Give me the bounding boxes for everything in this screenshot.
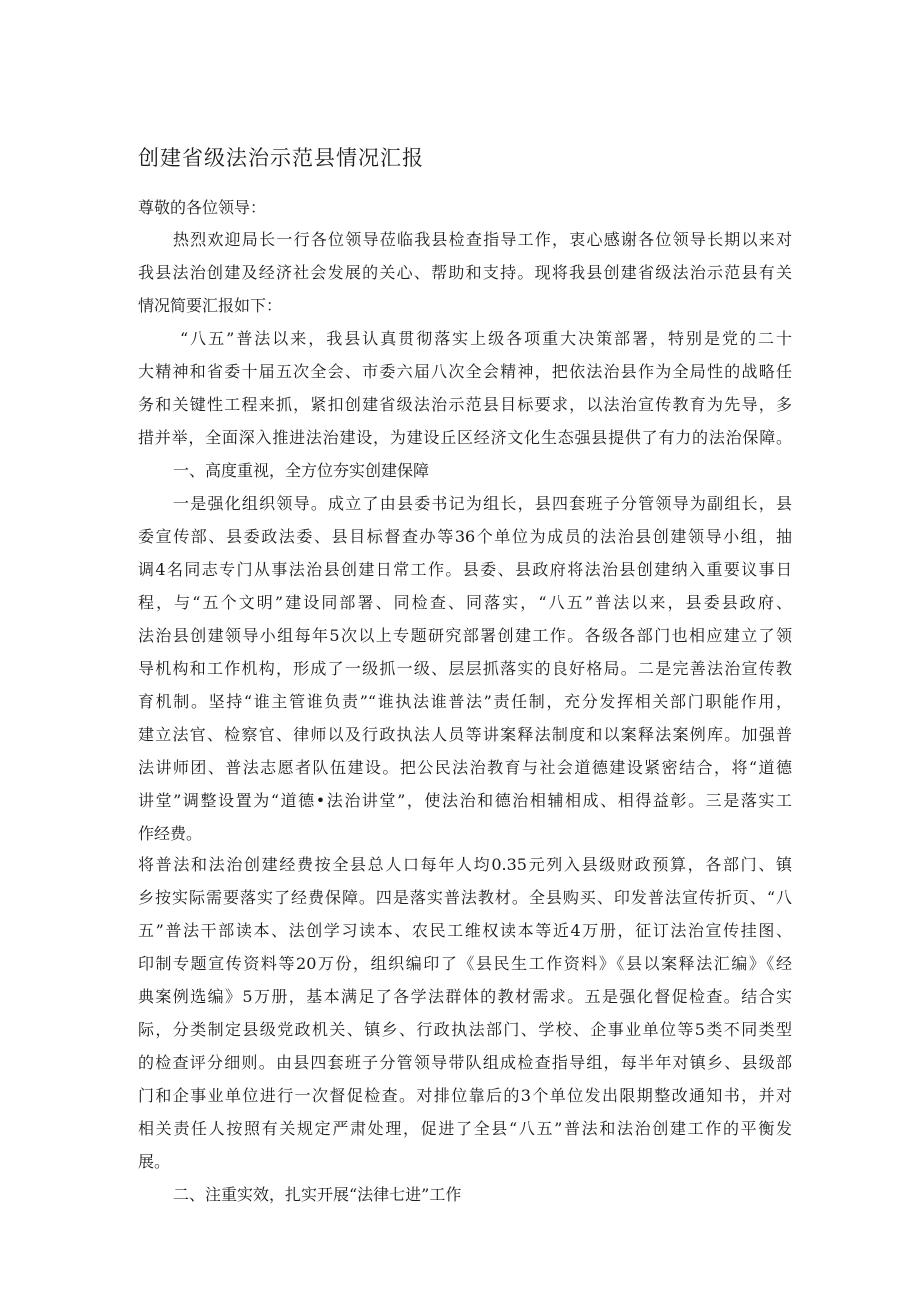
body-line: 乡按实际需要落实了经费保障。四是落实普法教材。全县购买、印发普法宣传折页、“八 (138, 888, 792, 907)
body-line: “八五”普法以来，我县认真贯彻落实上级各项重大决策部署，特别是党的二十 (180, 329, 792, 348)
body-line: 程，与“五个文明”建设同部署、同检查、同落实，“八五”普法以来，县委县政府、 (138, 593, 792, 612)
body-line: 委宣传部、县委政法委、县目标督查办等36个单位为成员的法治县创建领导小组，抽 (138, 527, 792, 546)
body-line: 五”普法干部读本、法创学习读本、农民工维权读本等近4万册，征订法治宣传挂图、 (138, 921, 792, 940)
body-line: 措并举，全面深入推进法治建设，为建设丘区经济文化生态强县提供了有力的法治保障。 (138, 428, 792, 447)
body-line: 大精神和省委十届五次全会、市委六届八次全会精神，把依法治县作为全局性的战略任 (138, 362, 792, 381)
body-line: 情况简要汇报如下： (138, 296, 283, 315)
body-line: 相关责任人按照有关规定严肃处理，促进了全县“八五”普法和法治创建工作的平衡发 (138, 1119, 792, 1138)
body-line: 育机制。坚持“谁主管谁负责”“谁执法谁普法”责任制，充分发挥相关部门职能作用， (138, 692, 792, 711)
body-line: 法治县创建领导小组每年5次以上专题研究部署创建工作。各级各部门也相应建立了领 (138, 626, 792, 645)
body-line: 热烈欢迎局长一行各位领导莅临我县检查指导工作，衷心感谢各位领导长期以来对 (173, 230, 792, 249)
document-title: 创建省级法治示范县情况汇报 (138, 146, 424, 170)
body-line: 际，分类制定县级党政机关、镇乡、行政执法部门、学校、企事业单位等5类不同类型 (138, 1020, 792, 1039)
body-line: 展。 (138, 1152, 171, 1171)
section-heading-2: 二、注重实效，扎实开展“法律七进”工作 (173, 1185, 462, 1204)
body-line: 讲堂”调整设置为“道德•法治讲堂”，使法治和德治相辅相成、相得益彰。三是落实工 (138, 791, 792, 810)
body-line: 门和企事业单位进行一次督促检查。对排位靠后的3个单位发出限期整改通知书，并对 (138, 1086, 792, 1105)
body-line: 典案例选编》5万册，基本满足了各学法群体的教材需求。五是强化督促检查。结合实 (138, 987, 792, 1006)
body-line: 调4名同志专门从事法治县创建日常工作。县委、县政府将法治县创建纳入重要议事日 (138, 560, 792, 579)
section-heading-1: 一、高度重视，全方位夯实创建保障 (173, 461, 430, 480)
body-line: 务和关键性工程来抓，紧扣创建省级法治示范县目标要求，以法治宣传教育为先导，多 (138, 395, 792, 414)
body-line: 的检查评分细则。由县四套班子分管领导带队组成检查指导组，每半年对镇乡、县级部 (138, 1053, 792, 1072)
body-line: 将普法和法治创建经费按全县总人口每年人均0.35元列入县级财政预算，各部门、镇 (138, 855, 792, 874)
body-line: 建立法官、检察官、律师以及行政执法人员等讲案释法制度和以案释法案例库。加强普 (138, 725, 792, 744)
body-line: 导机构和工作机构，形成了一级抓一级、层层抓落实的良好格局。二是完善法治宣传教 (138, 659, 792, 678)
salutation: 尊敬的各位领导： (138, 198, 267, 217)
body-line: 作经费。 (138, 824, 203, 843)
body-line: 法讲师团、普法志愿者队伍建设。把公民法治教育与社会道德建设紧密结合，将“道德 (138, 758, 792, 777)
body-line: 印制专题宣传资料等20万份，组织编印了《县民生工作资料》《县以案释法汇编》《经 (138, 954, 792, 973)
body-line: 我县法治创建及经济社会发展的关心、帮助和支持。现将我县创建省级法治示范县有关 (138, 263, 792, 282)
body-line: 一是强化组织领导。成立了由县委书记为组长，县四套班子分管领导为副组长，县 (173, 494, 792, 513)
